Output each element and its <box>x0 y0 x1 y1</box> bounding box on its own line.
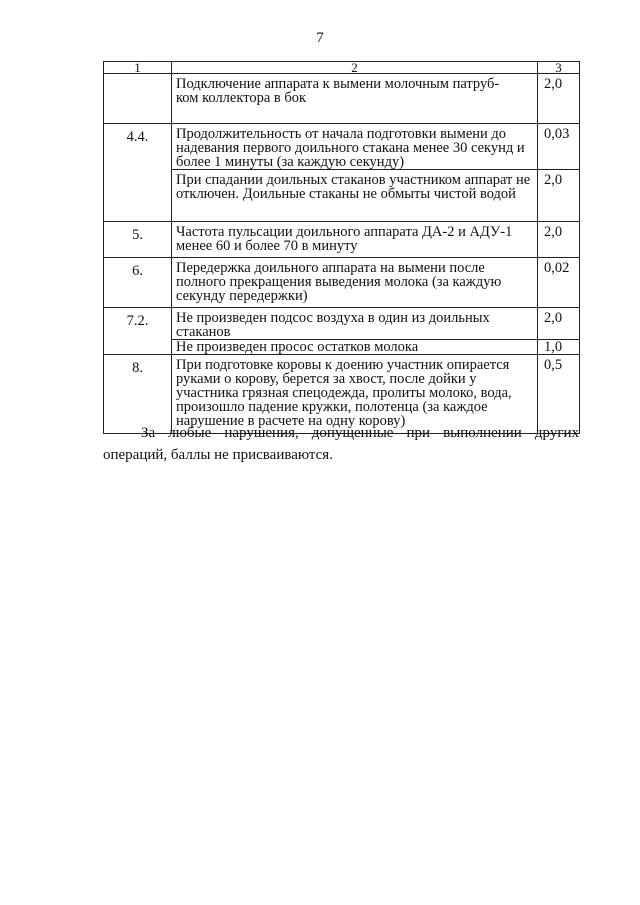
table-row <box>104 170 580 222</box>
row-score: 0,02 <box>538 258 580 308</box>
closing-note: За любые нарушения, допущенные при выполнении других операций, баллы не присваиваются. <box>103 425 579 463</box>
row-score: 2,0 <box>538 170 580 222</box>
header-cell-1: 1 <box>104 62 172 74</box>
row-number: 4.4. <box>104 124 172 222</box>
table-row <box>104 258 580 308</box>
table-row <box>104 222 580 258</box>
row-number: 7.2. <box>104 308 172 355</box>
table-header-row <box>104 62 580 74</box>
row-description: При подготовке коровы к доению участник опирается руками о корову, берется за хвост, после дойки у участника грязная спецодежда, пролиты молоко, вода, произошло падение кружки, полотенца (за каждое нарушение в расчете на одну корову) <box>172 355 538 434</box>
row-number <box>104 74 172 124</box>
row-number: 6. <box>104 258 172 308</box>
row-score: 2,0 <box>538 308 580 340</box>
page-number: 7 <box>316 30 324 46</box>
row-score: 0,03 <box>538 124 580 170</box>
table-row <box>104 308 580 340</box>
row-score: 2,0 <box>538 74 580 124</box>
row-description: Частота пульсации доильного аппарата ДА-2 и АДУ-1 менее 60 и более 70 в минуту <box>172 222 538 258</box>
row-score: 2,0 <box>538 222 580 258</box>
table-row <box>104 124 580 170</box>
row-number: 8. <box>104 355 172 434</box>
row-number: 5. <box>104 222 172 258</box>
row-description: Подключение аппарата к вымени молочным патруб- ком коллектора в бок <box>172 74 538 124</box>
penalty-table <box>103 61 580 434</box>
row-description: Не произведен просос остатков молока <box>172 340 538 355</box>
row-description: Продолжительность от начала подготовки вымени до надевания первого доильного стакана менее 30 секунд и более 1 минуты (за каждую секунду) <box>172 124 538 170</box>
row-description: Передержка доильного аппарата на вымени после полного прекращения выведения молока (за каждую секунду передержки) <box>172 258 538 308</box>
header-cell-3: 3 <box>538 62 580 74</box>
row-description: Не произведен подсос воздуха в один из доильных стаканов <box>172 308 538 340</box>
header-cell-2: 2 <box>172 62 538 74</box>
table-row <box>104 74 580 124</box>
row-description: При спадании доильных стаканов участником аппарат не отключен. Доильные стаканы не обмыты чистой водой <box>172 170 538 222</box>
table-row <box>104 340 580 355</box>
row-score: 0,5 <box>538 355 580 434</box>
row-score: 1,0 <box>538 340 580 355</box>
